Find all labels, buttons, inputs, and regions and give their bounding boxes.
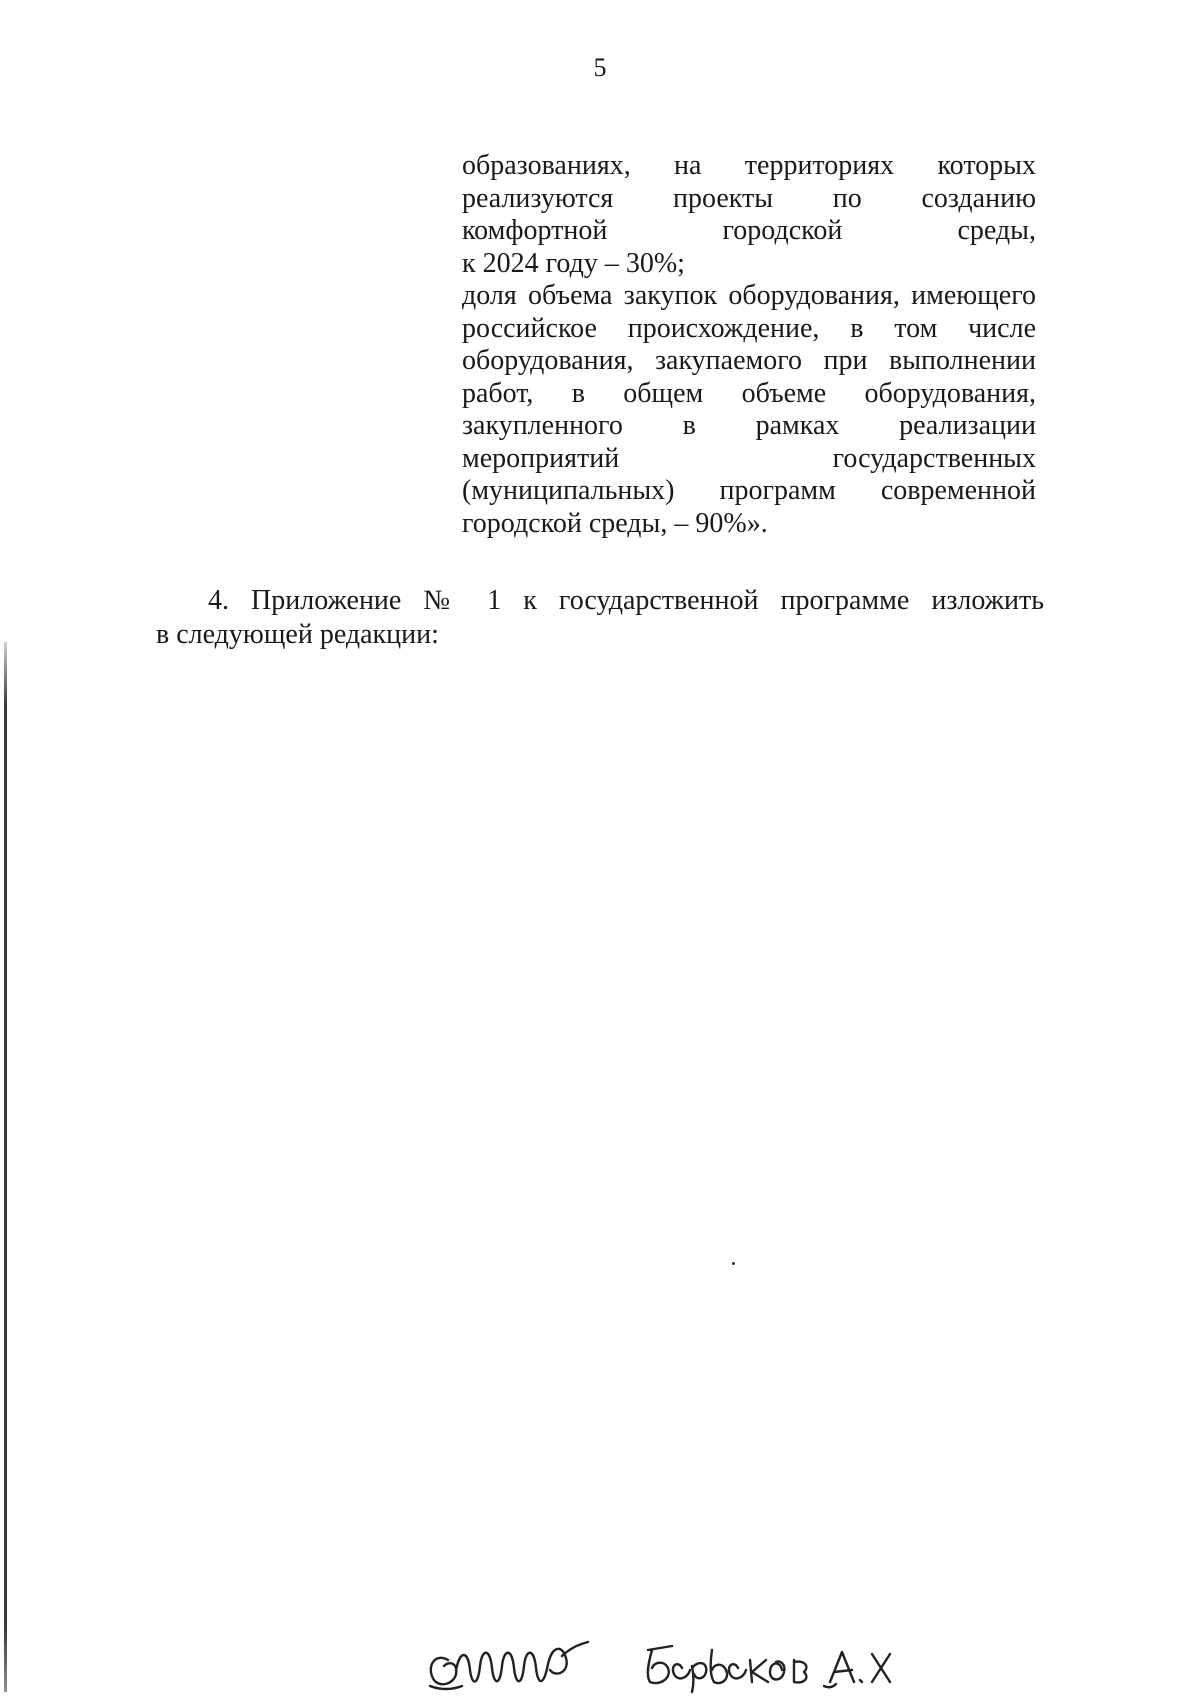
scan-edge-line	[4, 642, 7, 1692]
page-number: 5	[593, 53, 607, 82]
continuation-line: российское происхождение, в том числе	[462, 312, 1036, 344]
continuation-block	[462, 150, 1036, 540]
continuation-line: работ, в общем объеме оборудования,	[462, 377, 1036, 409]
continuation-line: городской среды, – 90%».	[462, 507, 768, 539]
continuation-line: закупленного в рамках реализации	[462, 410, 1036, 441]
continuation-line: образованиях, на территориях которых	[462, 150, 1036, 181]
paragraph-4	[156, 584, 1044, 652]
continuation-line: доля объема закупок оборудования, имеющего	[462, 280, 1036, 311]
handwritten-signature	[420, 1630, 910, 1696]
continuation-line: к 2024 году – 30%;	[462, 247, 685, 279]
continuation-line: мероприятий государственных	[462, 442, 1036, 474]
continuation-line: оборудования, закупаемого при выполнении	[462, 345, 1036, 376]
scan-speck	[732, 1262, 735, 1265]
continuation-line: комфортной городской среды,	[462, 215, 1036, 246]
continuation-line: (муниципальных) программ современной	[462, 475, 1036, 506]
continuation-line: реализуются проекты по созданию	[462, 182, 1036, 214]
paragraph-4-line-1: 4. Приложение № 1 к государственной программе изложить	[208, 585, 1044, 616]
paragraph-4-line-2: в следующей редакции:	[156, 619, 439, 650]
